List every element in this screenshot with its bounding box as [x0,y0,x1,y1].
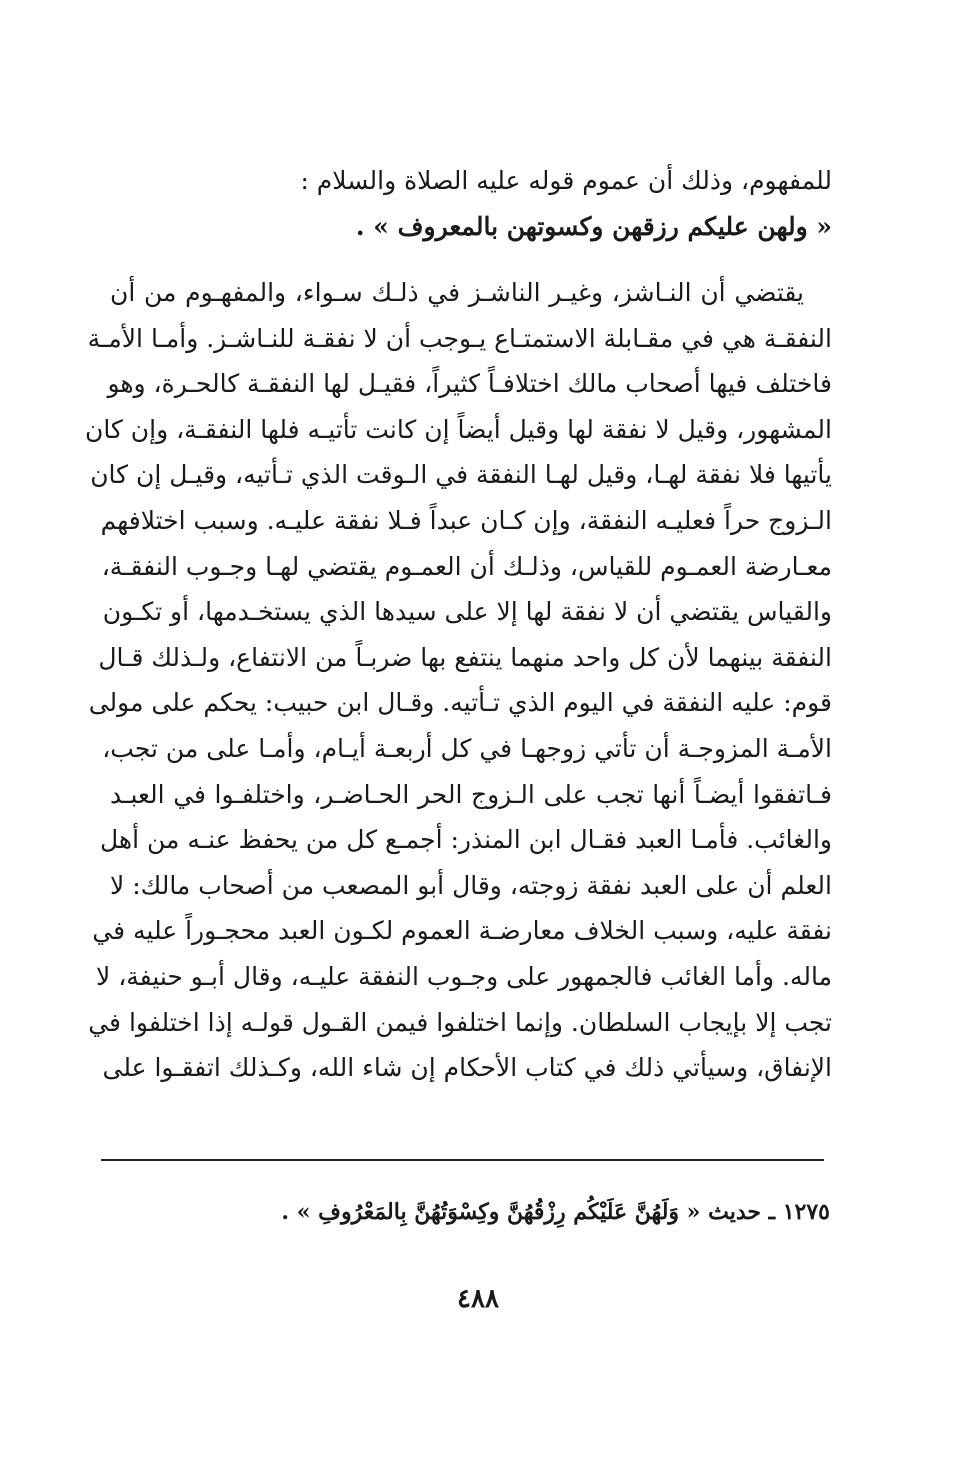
paragraph-line: الـزوج حراً فعليـه النفقة، وإن كـان عبداً فـلا نفقة عليـه. وسبب اختلافهم [100,505,832,535]
hadith-quote: « ولهن عليكم رزقهن وكسوتهن بالمعروف » . [355,212,832,241]
paragraph-line: ماله. وأما الغائب فالجمهور على وجـوب النفقة عليـه، وقال أبـو حنيفة، لا [96,961,832,991]
paragraph-line: معـارضة العمـوم للقياس، وذلـك أن العمـوم يقتضي لهـا وجـوب النفقـة، [101,551,832,581]
paragraph-line: النفقـة هي في مقـابلة الاستمتـاع يـوجب أن لا نفقـة للنـاشـز. وأمـا الأمـة [87,323,832,353]
main-paragraph [84,270,832,1091]
paragraph-line: المشهور، وقيل لا نفقة لها وقيل أيضاً إن كانت تأتيـه فلها النفقـة، وإن كان [84,414,832,444]
paragraph-line: يأتيها فلا نفقة لهـا، وقيل لهـا النفقة في الـوقت الذي تـأتيه، وقيـل إن كان [90,460,832,490]
intro-line: للمفهوم، وذلك أن عموم قوله عليه الصلاة والسلام : [300,166,832,195]
paragraph-line: يقتضي أن النـاشز، وغيـر الناشـز في ذلـك سـواء، والمفهـوم من أن [110,278,804,307]
intro-block [112,158,832,250]
paragraph-line: فـاتفقوا أيضـاً أنها تجب على الـزوج الحر الحـاضـر، واختلفـوا في العبـد [110,779,832,809]
paragraph-line: الأمـة المزوجـة أن تأتي زوجهـا في كل أربعـة أيـام، وأمـا على من تجب، [102,733,832,763]
footnote-divider [101,1159,824,1161]
page-number: ٤٨٨ [457,1284,499,1314]
paragraph-line: النفقة بينهما لأن كل واحد منهما ينتفع بها ضربـاً من الانتفاع، ولـذلك قـال [98,642,832,672]
paragraph-line: تجب إلا بإيجاب السلطان. وإنما اختلفوا فيمن القـول قولـه إذا اختلفوا في [88,1007,832,1037]
footnote: ١٢٧٥ ـ حديث « وَلَهُنَّ عَلَيْكُم رِزْقُهُنَّ وكِسْوَتُهُنَّ بِالمَعْرُوفِ » . [281,1199,830,1225]
paragraph-line: والقياس يقتضي أن لا نفقة لها إلا على سيدها الذي يستخـدمها، أو تكـون [102,597,832,627]
paragraph-line: قوم: عليه النفقة في اليوم الذي تـأتيه. وقـال ابن حبيب: يحكم على مولى [88,688,832,718]
paragraph-line: نفقة عليه، وسبب الخلاف معارضـة العموم لكـون العبد محجـوراً عليه في [92,916,832,946]
paragraph-line: فاختلف فيها أصحاب مالك اختلافـاً كثيراً، فقيـل لها النفقـة كالحـرة، وهو [107,369,832,399]
paragraph-line: والغائب. فأمـا العبد فقـال ابن المنذر: أجمـع كل من يحفظ عنـه من أهل [99,825,832,855]
paragraph-line: الإنفاق، وسيأتي ذلك في كتاب الأحكام إن شاء الله، وكـذلك اتفقـوا على [102,1053,832,1083]
paragraph-line: العلم أن على العبد نفقة زوجته، وقال أبو المصعب من أصحاب مالك: لا [110,870,832,900]
